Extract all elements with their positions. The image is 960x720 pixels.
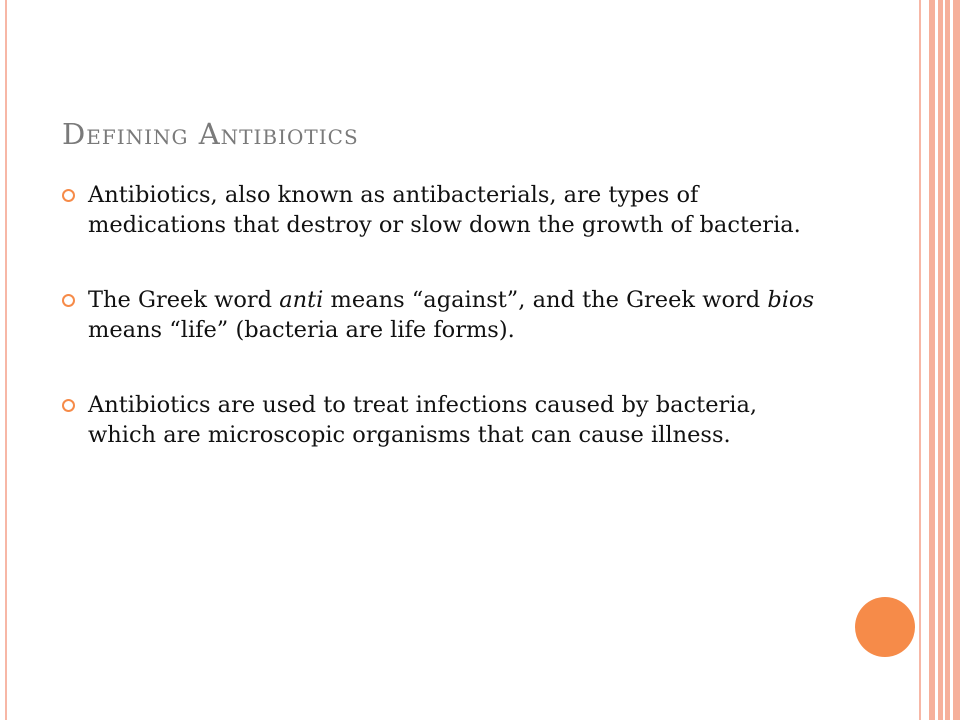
text-run: means “against”, and the Greek word bbox=[323, 287, 768, 313]
bullet-circle-icon bbox=[62, 189, 75, 202]
slide-title: Defining Antibiotics bbox=[62, 117, 359, 152]
bullet-text bbox=[88, 392, 757, 448]
text-run: The Greek word bbox=[88, 287, 280, 313]
italic-term: anti bbox=[279, 287, 324, 313]
bullet-circle-icon bbox=[62, 294, 75, 307]
bullet-text bbox=[88, 287, 814, 343]
right-border-line bbox=[919, 0, 921, 720]
bullet-item-1 bbox=[62, 180, 822, 240]
bullet-item-3 bbox=[62, 390, 822, 450]
bullet-text bbox=[88, 182, 801, 238]
text-run: means “life” (bacteria are life forms). bbox=[88, 317, 515, 343]
bullet-item-2 bbox=[62, 285, 822, 345]
italic-term: bios bbox=[767, 287, 815, 313]
decorative-stripes bbox=[929, 0, 960, 720]
decorative-orange-circle bbox=[855, 597, 915, 657]
text-run: Antibiotics are used to treat infections caused by bacteria, which are microscopic organisms that can cause illness. bbox=[88, 392, 758, 448]
left-border-line bbox=[5, 0, 7, 720]
bullet-list bbox=[62, 180, 822, 450]
text-run: Antibiotics, also known as antibacterials, are types of medications that destroy or slow down the growth of bacteria. bbox=[88, 182, 801, 238]
bullet-circle-icon bbox=[62, 399, 75, 412]
